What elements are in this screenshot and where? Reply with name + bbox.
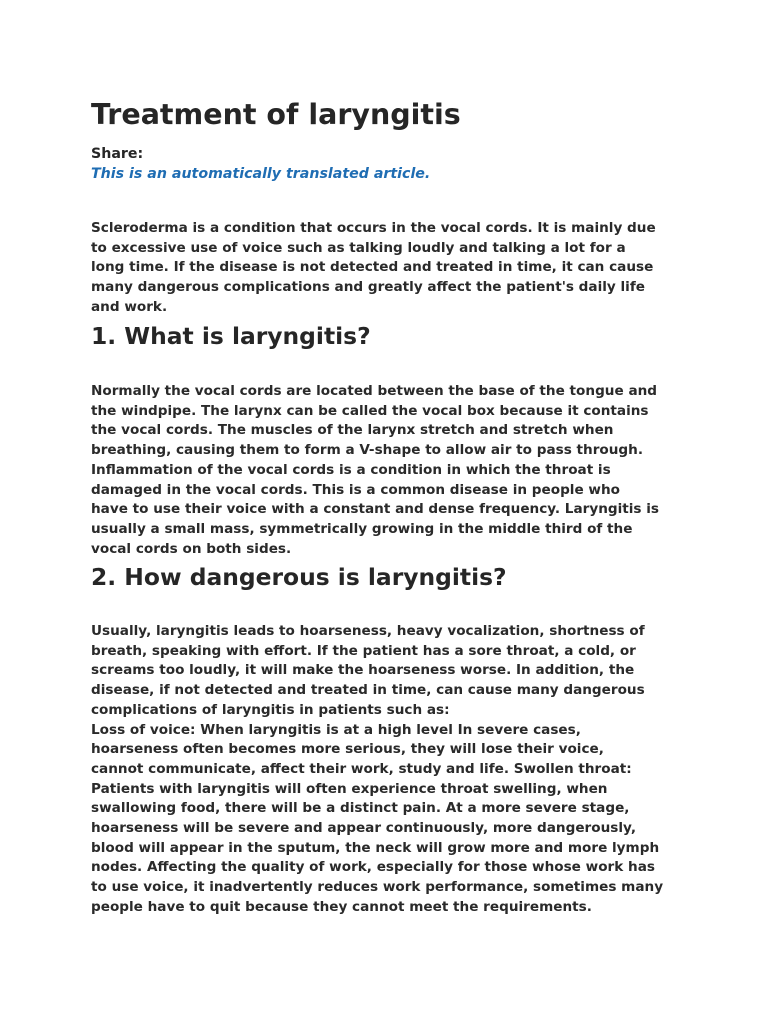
paragraph-line: damaged in the vocal cords. This is a common disease in people who — [91, 481, 620, 498]
paragraph-line: have to use their voice with a constant and dense frequency. Laryngitis is — [91, 501, 659, 518]
paragraph-line: vocal cords on both sides. — [91, 540, 292, 557]
paragraph-line: nodes. Affecting the quality of work, especially for those whose work has — [91, 859, 655, 876]
paragraph-line: hoarseness often becomes more serious, they will lose their voice, — [91, 741, 604, 758]
paragraph-line: cannot communicate, affect their work, study and life. Swollen throat: — [91, 760, 632, 777]
paragraph-line: swallowing food, there will be a distinct pain. At a more severe stage, — [91, 800, 630, 817]
section-heading-what-is: 1. What is laryngitis? — [91, 322, 371, 350]
paragraph-line: breath, speaking with effort. If the patient has a sore throat, a cold, or — [91, 642, 636, 659]
paragraph-line: blood will appear in the sputum, the neck will grow more and more lymph — [91, 839, 660, 856]
paragraph-line: to use voice, it inadvertently reduces work performance, sometimes many — [91, 879, 664, 896]
intro-line: Scleroderma is a condition that occurs in the vocal cords. It is mainly due — [91, 220, 656, 236]
share-label[interactable]: Share: — [91, 146, 144, 162]
paragraph-line: complications of laryngitis in patients such as: — [91, 701, 450, 718]
paragraph-line: Inflammation of the vocal cords is a condition in which the throat is — [91, 461, 611, 478]
intro-paragraph — [91, 219, 691, 318]
paragraph-line: Normally the vocal cords are located between the base of the tongue and — [91, 383, 658, 399]
section1-paragraph — [91, 382, 691, 559]
paragraph-line: people have to quit because they cannot meet the requirements. — [91, 898, 592, 915]
paragraph-line: Usually, laryngitis leads to hoarseness, heavy vocalization, shortness of — [91, 623, 645, 639]
paragraph-line: hoarseness will be severe and appear continuously, more dangerously, — [91, 820, 636, 837]
intro-line: long time. If the disease is not detected and treated in time, it can cause — [91, 259, 654, 276]
page-title: Treatment of laryngitis — [91, 98, 461, 131]
section2-paragraph — [91, 622, 691, 918]
paragraph-line: Patients with laryngitis will often experience throat swelling, when — [91, 780, 608, 797]
paragraph-line: breathing, causing them to form a V-shape to allow air to pass through. — [91, 442, 644, 459]
intro-line: many dangerous complications and greatly affect the patient's daily life — [91, 279, 645, 296]
paragraph-line: screams too loudly, it will make the hoarseness worse. In addition, the — [91, 662, 635, 679]
paragraph-line: Loss of voice: When laryngitis is at a high level In severe cases, — [91, 721, 581, 738]
paragraph-line: the vocal cords. The muscles of the larynx stretch and stretch when — [91, 422, 614, 439]
paragraph-line: disease, if not detected and treated in time, can cause many dangerous — [91, 682, 645, 699]
translation-notice[interactable]: This is an automatically translated article. — [91, 166, 431, 182]
intro-line: to excessive use of voice such as talking loudly and talking a lot for a — [91, 239, 626, 256]
paragraph-line: usually a small mass, symmetrically growing in the middle third of the — [91, 520, 633, 537]
intro-line: and work. — [91, 298, 168, 315]
paragraph-line: the windpipe. The larynx can be called the vocal box because it contains — [91, 402, 649, 419]
section-heading-how-dangerous: 2. How dangerous is laryngitis? — [91, 563, 507, 591]
